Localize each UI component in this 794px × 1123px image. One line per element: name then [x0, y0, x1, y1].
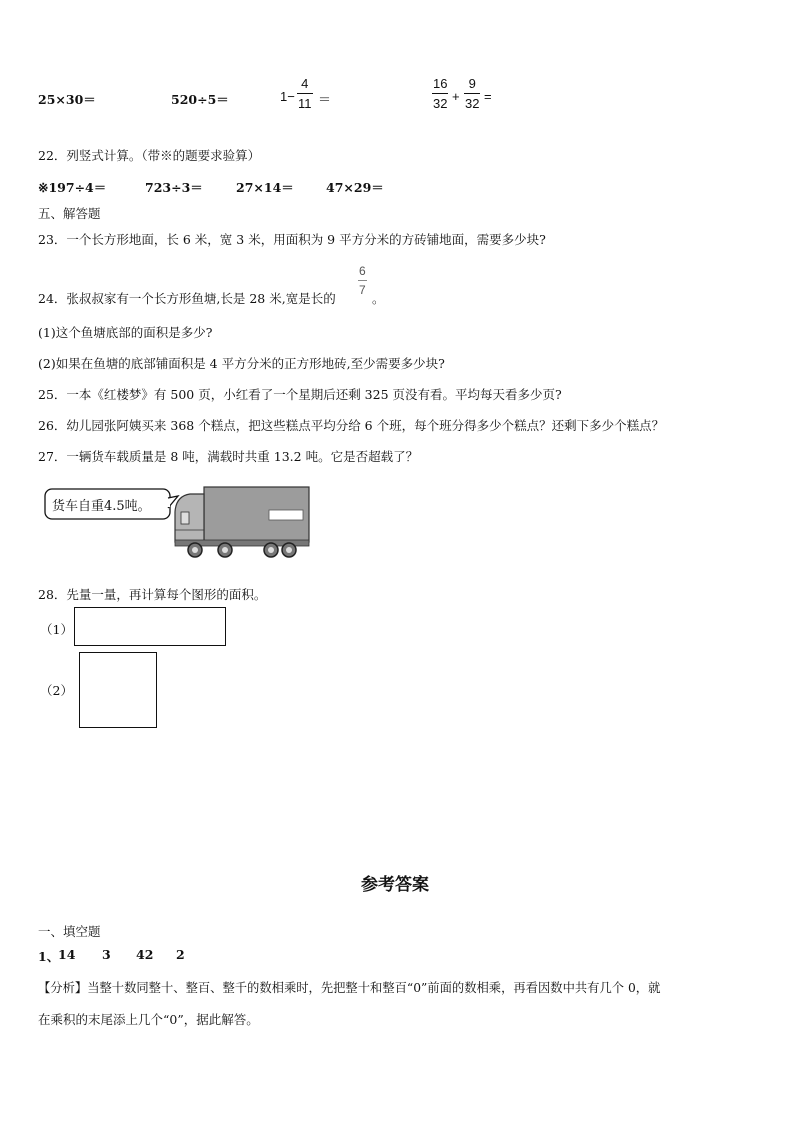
answers-title: 参考答案: [361, 875, 429, 895]
shape-1-rectangle: [74, 607, 226, 646]
question-22-item-1: ※197÷4＝: [38, 180, 107, 195]
fraction-9-32: $\frac{9}{32}$: [465, 76, 480, 111]
expr-1-minus-fraction: 1− $\frac{4}{11}$ ＝: [280, 76, 332, 111]
truck-icon: [44, 482, 314, 562]
question-27: 27．一辆货车载质量是 8 吨，满载时共重 13.2 吨。它是否超载了？: [38, 449, 419, 464]
answer-1-value-2: 3: [102, 947, 111, 962]
expr-fraction-sum: $\frac{16}{32}$ + $\frac{9}{32}$ =: [433, 76, 492, 111]
analysis-line-2: 在乘积的末尾添上几个“0”，据此解答。: [38, 1012, 259, 1027]
fraction-16-32: $\frac{16}{32}$: [433, 76, 448, 111]
question-25: 25．一本《红楼梦》有 500 页，小红看了一个星期后还剩 325 页没有看。平均每天看多少页?: [38, 387, 562, 402]
question-22-item-2: 723÷3＝: [145, 180, 203, 195]
question-24: 24．张叔叔家有一个长方形鱼塘,长是 28 米,宽是长的: [38, 291, 336, 306]
answer-1-value-1: 14: [58, 947, 76, 962]
fraction-4-11: $\frac{4}{11}$: [298, 76, 312, 111]
section-5-heading: 五、解答题: [38, 206, 101, 221]
shape-2-label: （2）: [40, 683, 73, 698]
truck-illustration: [44, 482, 314, 562]
question-24-part-1: (1)这个鱼塘底部的面积是多少?: [38, 325, 213, 340]
answer-1-value-3: 42: [136, 947, 154, 962]
expr-520div5: 520÷5＝: [171, 92, 229, 107]
answers-section-1: 一、填空题: [38, 924, 101, 939]
answer-1-label: 1、: [38, 949, 60, 964]
analysis-line-1: 【分析】当整十数同整十、整百、整千的数相乘时，先把整十和整百“0”前面的数相乘，再看因数中共有几个 0，就: [38, 981, 661, 995]
question-22-title: 22．列竖式计算。（带※的题要求验算）: [38, 148, 261, 163]
shape-1-label: （1）: [40, 622, 73, 637]
fraction-6-7: $\frac{6}{7}$: [359, 264, 366, 297]
question-28: 28．先量一量，再计算每个图形的面积。: [38, 587, 267, 602]
question-26: 26．幼儿园张阿姨买来 368 个糕点，把这些糕点平均分给 6 个班，每个班分得多少个糕点？还剩下多少个糕点？: [38, 418, 665, 433]
expr-25x30: 25×30＝: [38, 92, 96, 107]
answer-1-value-4: 2: [176, 947, 185, 962]
question-22-item-4: 47×29＝: [326, 180, 384, 195]
question-23: 23．一个长方形地面，长 6 米，宽 3 米，用面积为 9 平方分米的方砖铺地面，需要多少块?: [38, 232, 546, 247]
shape-2-square: [79, 652, 157, 728]
question-22-item-3: 27×14＝: [236, 180, 294, 195]
speech-bubble-text: 货车自重4.5吨。: [52, 499, 151, 514]
question-24-part-2: (2)如果在鱼塘的底部铺面积是 4 平方分米的正方形地砖,至少需要多少块?: [38, 356, 445, 371]
question-24-end: 。: [372, 291, 385, 306]
